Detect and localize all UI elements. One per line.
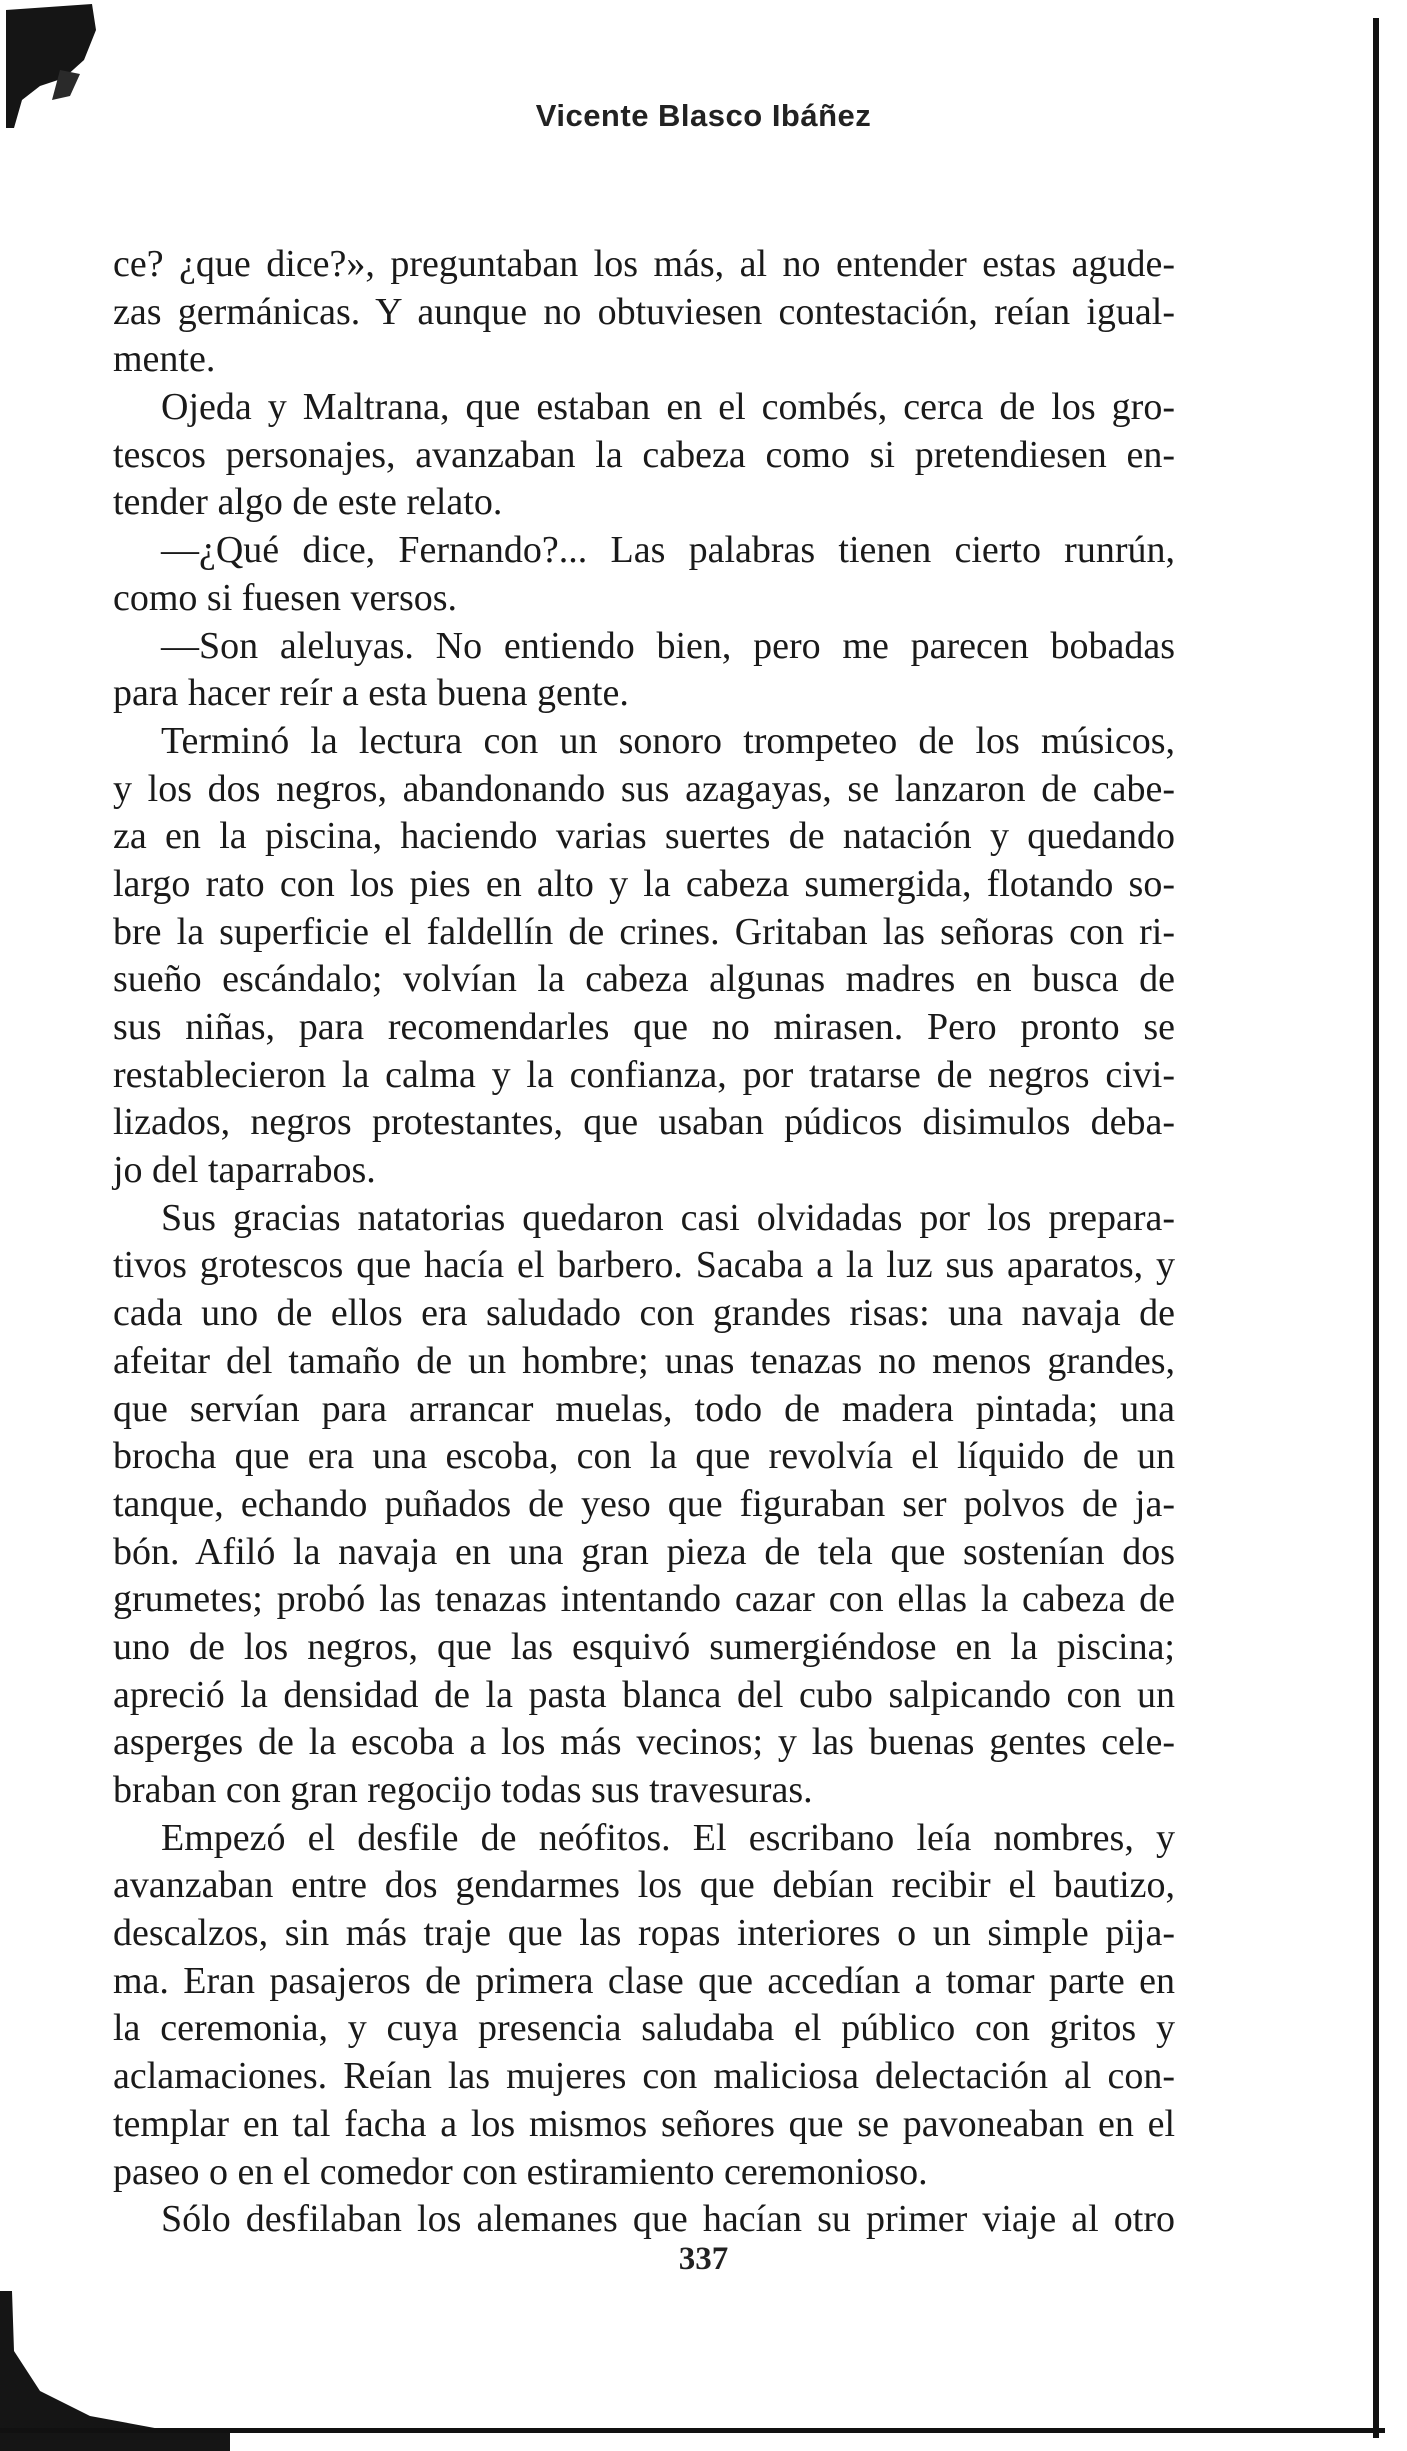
text-line: tender algo de este relato.	[113, 481, 503, 524]
text-line: para hacer reír a esta buena gente.	[113, 672, 629, 715]
text-line: lizados, negros protestantes, que usaban púdicos disimulos deba-	[113, 1101, 1175, 1144]
text-line: ce? ¿que dice?», preguntaban los más, al no entender estas agude-	[113, 243, 1175, 285]
page-number: 337	[678, 2241, 729, 2277]
text-line: largo rato con los pies en alto y la cabeza sumergida, flotando so-	[113, 862, 1175, 905]
text-line: afeitar del tamaño de un hombre; unas tenazas no menos grandes,	[113, 1339, 1175, 1382]
text-line: sueño escándalo; volvían la cabeza algunas madres en busca de	[113, 958, 1175, 1001]
text-line: como si fuesen versos.	[113, 576, 458, 619]
text-line: apreció la densidad de la pasta blanca del cubo salpicando con un	[113, 1673, 1175, 1716]
scan-edge-right	[1373, 18, 1379, 2438]
text-line: —Son aleluyas. No entiendo bien, pero me parecen bobadas	[161, 624, 1175, 667]
text-line: avanzaban entre dos gendarmes los que debían recibir el bautizo,	[113, 1864, 1175, 1907]
scan-edge-bottom	[0, 2428, 1385, 2433]
text-line: sus niñas, para recomendarles que no mirasen. Pero pronto se	[113, 1006, 1175, 1048]
text-line: tanque, echando puñados de yeso que figuraban ser polvos de ja-	[113, 1482, 1175, 1525]
text-line: Terminó la lectura con un sonoro trompeteo de los músicos,	[161, 719, 1175, 762]
text-line: tivos grotescos que hacía el barbero. Sacaba a la luz sus aparatos, y	[113, 1244, 1175, 1287]
text-line: mente.	[113, 338, 216, 381]
text-line: cada uno de ellos era saludado con grandes risas: una navaja de	[113, 1292, 1175, 1335]
text-line: asperges de la escoba a los más vecinos; y las buenas gentes cele-	[113, 1721, 1175, 1764]
body-text	[113, 241, 1175, 2244]
running-head: Vicente Blasco Ibáñez	[535, 98, 872, 133]
text-line: bre la superficie el faldellín de crines. Gritaban las señoras con ri-	[113, 910, 1175, 953]
text-line: uno de los negros, que las esquivó sumergiéndose en la piscina;	[113, 1625, 1175, 1668]
text-line: descalzos, sin más traje que las ropas interiores o un simple pija-	[113, 1912, 1175, 1955]
text-line: —¿Qué dice, Fernando?... Las palabras tienen cierto runrún,	[161, 529, 1175, 572]
scan-corner-mark	[0, 2291, 230, 2451]
text-line: tescos personajes, avanzaban la cabeza como si pretendiesen en-	[113, 433, 1175, 476]
text-line: aclamaciones. Reían las mujeres con maliciosa delectación al con-	[113, 2055, 1175, 2098]
text-line: jo del taparrabos.	[113, 1149, 376, 1192]
text-line: Ojeda y Maltrana, que estaban en el combés, cerca de los gro-	[161, 386, 1175, 429]
text-line: Sus gracias natatorias quedaron casi olvidadas por los prepara-	[161, 1196, 1175, 1239]
text-line: Sólo desfilaban los alemanes que hacían su primer viaje al otro	[161, 2198, 1175, 2241]
text-line: brocha que era una escoba, con la que revolvía el líquido de un	[113, 1435, 1175, 1478]
text-line: grumetes; probó las tenazas intentando cazar con ellas la cabeza de	[113, 1578, 1175, 1621]
text-line: la ceremonia, y cuya presencia saludaba el público con gritos y	[113, 2007, 1175, 2050]
text-line: bón. Afiló la navaja en una gran pieza de tela que sostenían dos	[113, 1530, 1175, 1573]
text-line: braban con gran regocijo todas sus travesuras.	[113, 1769, 813, 1811]
text-line: y los dos negros, abandonando sus azagayas, se lanzaron de cabe-	[113, 767, 1175, 810]
text-line: ma. Eran pasajeros de primera clase que accedían a tomar parte en	[113, 1959, 1175, 2002]
text-line: que servían para arrancar muelas, todo de madera pintada; una	[113, 1387, 1175, 1430]
text-line: zas germánicas. Y aunque no obtuviesen contestación, reían igual-	[113, 290, 1175, 333]
text-line: templar en tal facha a los mismos señores que se pavoneaban en el	[113, 2102, 1175, 2145]
text-line: za en la piscina, haciendo varias suertes de natación y quedando	[113, 815, 1175, 858]
text-line: Empezó el desfile de neófitos. El escribano leía nombres, y	[161, 1816, 1175, 1859]
text-line: restablecieron la calma y la confianza, por tratarse de negros civi-	[113, 1053, 1175, 1096]
text-line: paseo o en el comedor con estiramiento ceremonioso.	[113, 2150, 928, 2193]
